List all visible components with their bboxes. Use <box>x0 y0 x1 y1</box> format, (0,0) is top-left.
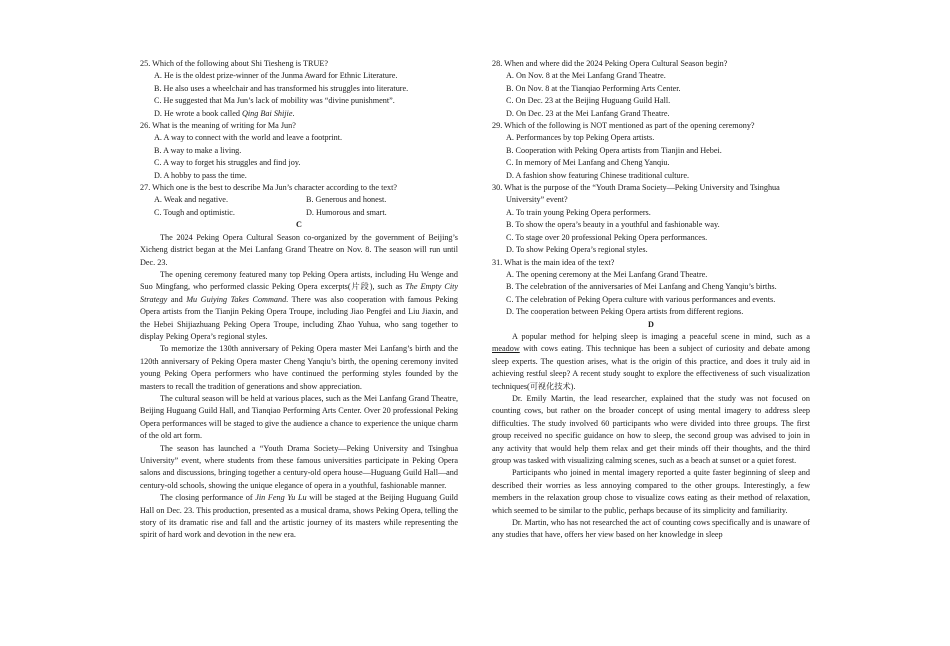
passage-c-paragraph-4: The cultural season will be held at various places, such as the Mei Lanfang Grand Theatre, Beijing Huguang Guild Hall, and Tianqiao Performing Arts Center. Over 20 professional Peking Opera performances will be staged to give the audience a chance to experience the unique charm of the old art form. <box>140 393 458 441</box>
question-27-stem: 27. Which one is the best to describe Ma Jun’s character according to the text? <box>140 183 397 193</box>
passage-d-paragraph-4: Dr. Martin, who has not researched the act of counting cows specifically and is unaware of any studies that have, offers her view based on her knowledge in sleep <box>492 518 810 540</box>
q30-option-a: A. To train young Peking Opera performers. <box>506 207 651 217</box>
passage-c-paragraph-5: The season has launched a “Youth Drama Society—Peking University and Tsinghua University” event, where students from these famous universities participate in Peking Opera salons and discussions, bringing together a century-old opera house—Huguang Guild Hall—and century-old schools, showing the unique elegance of opera in a youthful, fashionable manner. <box>140 443 458 490</box>
p2-title-1: The Empty City Strategy <box>140 282 459 304</box>
q25-option-d <box>140 108 458 120</box>
q27-option-c: C. Tough and optimistic. <box>154 207 235 217</box>
p6-title: Jin Feng Yu Lu <box>255 493 307 503</box>
q26-option-a: A. A way to connect with the world and leave a footprint. <box>154 133 343 143</box>
q25-d-title: Qing Bai Shijie <box>241 108 293 118</box>
q28-option-c: C. On Dec. 23 at the Beijing Huguang Guild Hall. <box>506 96 671 106</box>
passage-c-paragraph-2 <box>140 269 458 343</box>
q25-option-b: B. He also uses a wheelchair and has transformed his struggles into literature. <box>154 83 409 93</box>
q28-option-d: D. On Dec. 23 at the Mei Lanfang Grand Theatre. <box>506 108 670 118</box>
q29-option-a: A. Performances by top Peking Opera artists. <box>506 133 655 143</box>
left-column <box>140 58 458 542</box>
passage-c-paragraph-6 <box>140 492 458 542</box>
p2-text-b: and <box>167 294 187 304</box>
d1-underlined-word: meadow <box>492 344 520 354</box>
q31-option-a: A. The opening ceremony at the Mei Lanfang Grand Theatre. <box>506 269 708 279</box>
q29-option-b: B. Cooperation with Peking Opera artists from Tianjin and Hebei. <box>506 145 722 155</box>
q28-option-a: A. On Nov. 8 at the Mei Lanfang Grand Theatre. <box>506 71 666 81</box>
section-d-heading: D <box>648 319 654 329</box>
q25-d-prefix: D. He wrote a book called <box>154 108 242 118</box>
q30-option-d: D. To show Peking Opera’s regional styles. <box>506 245 648 255</box>
q25-d-suffix: . <box>292 108 295 118</box>
q27-options-row-2 <box>140 207 458 219</box>
p2-text-c: . There was also cooperation with famous Peking Opera artists from the Tianjin Peking Opera Troupe, including Jiao Pengfei and Liu Jiaxin, and the Hebei Shijiazhuang Peking Opera Troupe, including Zhao Yuhua, who sang together to display Peking Opera’s regional styles. <box>140 294 458 341</box>
q28-option-b: B. On Nov. 8 at the Tianqiao Performing Arts Center. <box>506 83 681 93</box>
q31-option-d: D. The cooperation between Peking Opera artists from different regions. <box>506 307 744 317</box>
passage-c-paragraph-3: To memorize the 130th anniversary of Peking Opera master Mei Lanfang’s birth and the 120th anniversary of Peking Opera master Cheng Yanqiu’s birth, the opening ceremony invited young Peking Opera performers who have continued the performing styles founded by the masters to recall the tradition of generations and show appreciation. <box>140 344 458 391</box>
d1-text-b: with cows eating. This technique has been a subject of curiosity and debate among sleep experts. The question arises, what is the origin of this practice, and does it truly aid in achieving restful sleep? A recent study sought to explore the effectiveness of such visualization techniques(可视化技术). <box>492 344 810 391</box>
d1-text-a: A popular method for helping sleep is imaging a peaceful scene in mind, such as a <box>512 331 810 341</box>
q29-option-d: D. A fashion show featuring Chinese traditional culture. <box>506 170 690 180</box>
question-29-stem: 29. Which of the following is NOT mentioned as part of the opening ceremony? <box>492 121 755 131</box>
q30-option-c: C. To stage over 20 professional Peking Opera performances. <box>506 232 708 242</box>
question-25-stem: 25. Which of the following about Shi Tiesheng is TRUE? <box>140 59 329 68</box>
q30-option-b: B. To show the opera’s beauty in a youthful and fashionable way. <box>506 220 720 230</box>
passage-d-paragraph-2: Dr. Emily Martin, the lead researcher, explained that the study was not focused on counting cows, but rather on the broader concept of using mental imagery to address sleep difficulties. The study involved 60 participants who were divided into three groups. The first group received no specific guidance on how to sleep, the second group was advised to join in any activity that would help them relax and get their minds off their thoughts, and the third group was tasked with visualizing calming scenes, such as a beach at sunset or a quiet forest. <box>492 393 810 465</box>
question-30-stem: 30. What is the purpose of the “Youth Drama Society—Peking University and Tsinghua University” event? <box>492 183 780 205</box>
p2-title-2: Mu Guiying Takes Command <box>186 294 287 304</box>
section-c-heading: C <box>296 220 302 230</box>
q25-option-a: A. He is the oldest prize-winner of the Junma Award for Ethnic Literature. <box>154 71 398 81</box>
passage-d-paragraph-1 <box>492 331 810 393</box>
q26-option-b: B. A way to make a living. <box>154 145 242 155</box>
q27-option-d: D. Humorous and smart. <box>306 207 387 217</box>
q25-option-c: C. He suggested that Ma Jun’s lack of mobility was “divine punishment”. <box>154 96 395 106</box>
q27-options-row-1 <box>140 194 458 206</box>
q27-option-b: B. Generous and honest. <box>306 195 387 205</box>
passage-d-paragraph-3: Participants who joined in mental imagery reported a quite faster beginning of sleep and described their worries as less annoying compared to the other groups. Interestingly, a few members in the relaxation group chose to visualize cows eating as their method of relaxation, which seemed to be similar to the public, perhaps because of its simplicity and familiarity. <box>492 468 810 515</box>
q26-option-d: D. A hobby to pass the time. <box>154 170 247 180</box>
question-28-stem: 28. When and where did the 2024 Peking Opera Cultural Season begin? <box>492 59 728 68</box>
p6-text-a: The closing performance of <box>160 493 256 503</box>
question-26-stem: 26. What is the meaning of writing for Ma Jun? <box>140 121 296 131</box>
p2-text-a: The opening ceremony featured many top Peking Opera artists, including Hu Wenge and Suo Mingfang, who performed classic Peking Opera excerpts(片段), such as <box>140 269 458 292</box>
q27-option-a: A. Weak and negative. <box>154 195 228 205</box>
q26-option-c: C. A way to forget his struggles and find joy. <box>154 158 301 168</box>
q31-option-b: B. The celebration of the anniversaries of Mei Lanfang and Cheng Yanqiu’s births. <box>506 282 777 292</box>
passage-c-paragraph-1: The 2024 Peking Opera Cultural Season co-organized by the government of Beijing’s Xicheng district began at the Mei Lanfang Grand Theatre on Nov. 8. The season will run until Dec. 23. <box>140 232 458 267</box>
q31-option-c: C. The celebration of Peking Opera culture with various performances and events. <box>506 294 776 304</box>
question-31-stem: 31. What is the main idea of the text? <box>492 257 615 267</box>
right-column <box>492 58 810 542</box>
p6-text-b: will be staged at the Beijing Huguang Guild Hall on Dec. 23. This production, presented as a musical drama, shows Peking Opera, telling the story of its dramatic rise and fall and the artistic journey of its masters while representing the spirit of hard work and devotion in the new era. <box>140 493 458 540</box>
q29-option-c: C. In memory of Mei Lanfang and Cheng Yanqiu. <box>506 158 670 168</box>
